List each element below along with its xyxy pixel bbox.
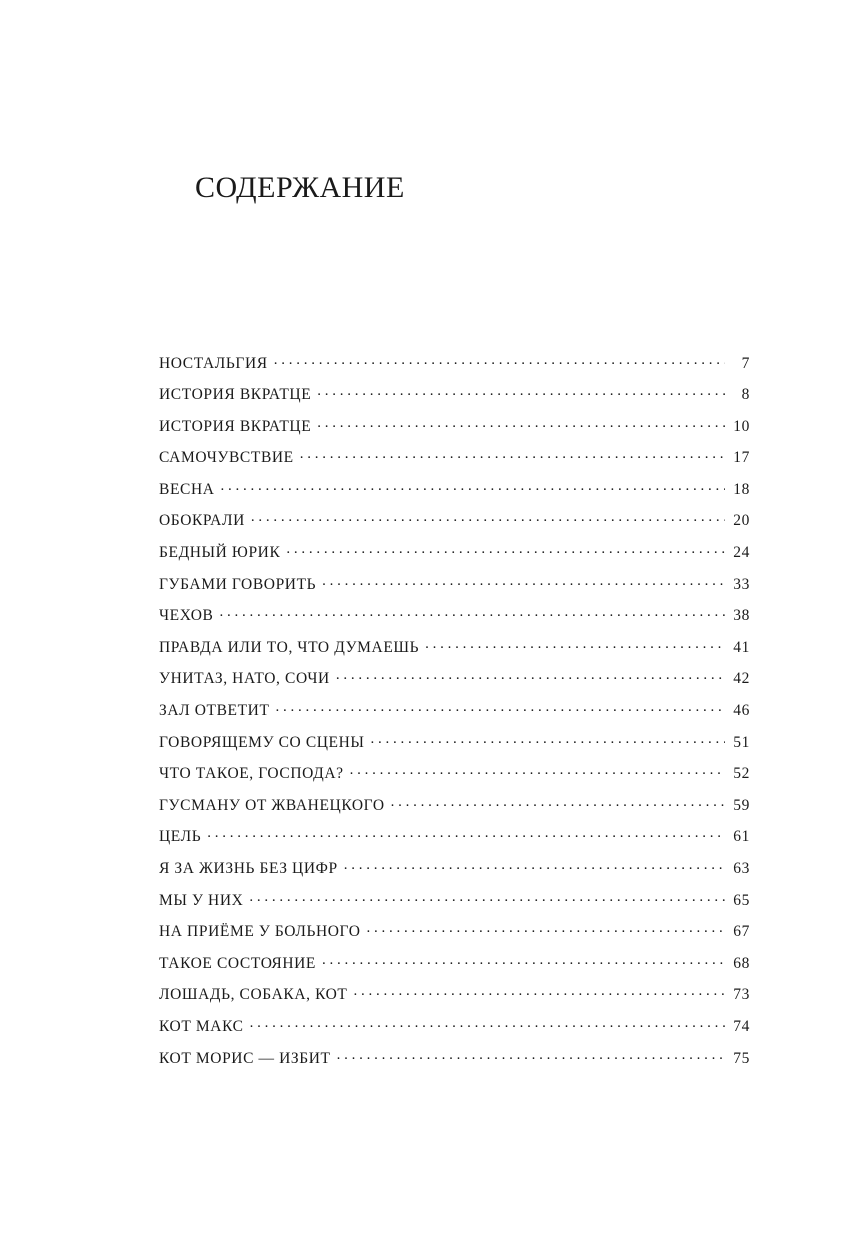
toc-entry[interactable]	[159, 763, 750, 795]
dot-leader	[250, 1015, 725, 1031]
toc-entry-title: Я ЗА ЖИЗНЬ БЕЗ ЦИФР	[159, 860, 338, 877]
dot-leader	[367, 921, 726, 937]
toc-entry[interactable]	[159, 1047, 750, 1079]
toc-entry-page: 63	[733, 860, 750, 877]
toc-entry-title: НОСТАЛЬГИЯ	[159, 354, 268, 372]
dot-leader	[221, 478, 725, 494]
toc-entry[interactable]	[159, 889, 750, 921]
toc-entry[interactable]	[159, 984, 750, 1016]
toc-entry-title: ПРАВДА ИЛИ ТО, ЧТО ДУМАЕШЬ	[159, 638, 420, 656]
toc-entry-title: ЛОШАДЬ, СОБАКА, КОТ	[159, 986, 348, 1004]
toc-entry[interactable]	[159, 573, 750, 605]
toc-entry-title: ГУБАМИ ГОВОРИТЬ	[159, 575, 317, 593]
toc-entry-page: 75	[733, 1049, 750, 1067]
toc-entry-title: НА ПРИЁМЕ У БОЛЬНОГО	[159, 923, 361, 941]
dot-leader	[391, 794, 725, 810]
toc-entry[interactable]	[159, 605, 750, 637]
toc-entry-page: 8	[741, 386, 750, 404]
toc-entry-title: ГУСМАНУ ОТ ЖВАНЕЦКОГО	[159, 796, 385, 814]
toc-entry[interactable]	[159, 794, 750, 826]
toc-entry-title: ИСТОРИЯ ВКРАТЦЕ	[159, 386, 312, 404]
toc-entry[interactable]	[159, 352, 750, 384]
toc-entry-title: ИСТОРИЯ ВКРАТЦЕ	[159, 417, 312, 435]
dot-leader	[317, 384, 725, 400]
toc-entry[interactable]	[159, 510, 750, 542]
toc-entry-page: 51	[733, 733, 750, 751]
dot-leader	[274, 352, 725, 368]
toc-entry-page: 41	[733, 638, 750, 656]
dot-leader	[353, 984, 725, 1000]
toc-entry-title: КОТ МАКС	[159, 1017, 244, 1035]
toc-entry-page: 17	[733, 449, 750, 467]
toc-entry-title: КОТ МОРИС — ИЗБИТ	[159, 1049, 331, 1067]
toc-entry-page: 18	[733, 480, 750, 498]
toc-entry-title: ЗАЛ ОТВЕТИТ	[159, 702, 270, 720]
dot-leader	[249, 889, 725, 905]
toc-entry[interactable]	[159, 731, 750, 763]
toc-entry[interactable]	[159, 668, 750, 700]
toc-entry-page: 20	[733, 512, 750, 530]
dot-leader	[425, 636, 725, 652]
toc-entry[interactable]	[159, 921, 750, 953]
dot-leader	[300, 447, 725, 463]
dot-leader	[350, 763, 725, 779]
toc-entry-page: 24	[733, 544, 750, 562]
dot-leader	[286, 542, 725, 558]
dot-leader	[207, 826, 725, 842]
dot-leader	[219, 605, 725, 621]
dot-leader	[371, 731, 725, 747]
toc-entry-page: 52	[733, 765, 750, 783]
toc-entry-page: 74	[733, 1017, 750, 1035]
toc-entry-title: ЧЕХОВ	[159, 607, 214, 625]
toc-entry[interactable]	[159, 952, 750, 984]
toc-entry-page: 42	[733, 670, 750, 688]
toc-entry-title: САМОЧУВСТВИЕ	[159, 449, 294, 467]
dot-leader	[336, 668, 725, 684]
toc-entry[interactable]	[159, 858, 750, 890]
toc-entry[interactable]	[159, 447, 750, 479]
dot-leader	[276, 700, 725, 716]
toc-entry-title: ТАКОЕ СОСТОЯНИЕ	[159, 954, 316, 972]
toc-entry-title: ГОВОРЯЩЕМУ СО СЦЕНЫ	[159, 733, 365, 751]
dot-leader	[317, 415, 725, 431]
toc-entry-page: 61	[733, 828, 750, 846]
dot-leader	[337, 1047, 725, 1063]
toc-entry[interactable]	[159, 1015, 750, 1047]
page-title: СОДЕРЖАНИЕ	[195, 171, 405, 204]
toc-entry-page: 10	[733, 417, 750, 435]
toc-entry[interactable]	[159, 700, 750, 732]
toc-entry[interactable]	[159, 478, 750, 510]
dot-leader	[251, 510, 725, 526]
dot-leader	[344, 858, 725, 874]
toc-entry[interactable]	[159, 826, 750, 858]
toc-entry-page: 33	[733, 575, 750, 593]
toc-entry-title: УНИТАЗ, НАТО, СОЧИ	[159, 670, 330, 688]
dot-leader	[322, 573, 725, 589]
toc-entry[interactable]	[159, 542, 750, 574]
toc-entry-title: БЕДНЫЙ ЮРИК	[159, 544, 281, 562]
toc-entry-page: 59	[733, 796, 750, 814]
toc-entry-title: МЫ У НИХ	[159, 891, 244, 909]
dot-leader	[322, 952, 725, 968]
toc-entry-title: ЦЕЛЬ	[159, 828, 202, 846]
toc-entry-page: 65	[733, 891, 750, 909]
toc-entry-title: ОБОКРАЛИ	[159, 512, 245, 530]
toc-entry[interactable]	[159, 415, 750, 447]
toc-entry[interactable]	[159, 636, 750, 668]
toc-entry-page: 38	[733, 607, 750, 625]
toc-entry-page: 7	[741, 354, 750, 372]
toc-entry-page: 67	[733, 923, 750, 941]
toc-entry-page: 68	[733, 954, 750, 972]
toc-entry-page: 46	[733, 702, 750, 720]
table-of-contents	[159, 352, 750, 1079]
toc-entry[interactable]	[159, 384, 750, 416]
toc-entry-title: ВЕСНА	[159, 480, 215, 498]
toc-entry-page: 73	[733, 986, 750, 1004]
toc-entry-title: ЧТО ТАКОЕ, ГОСПОДА?	[159, 765, 344, 783]
